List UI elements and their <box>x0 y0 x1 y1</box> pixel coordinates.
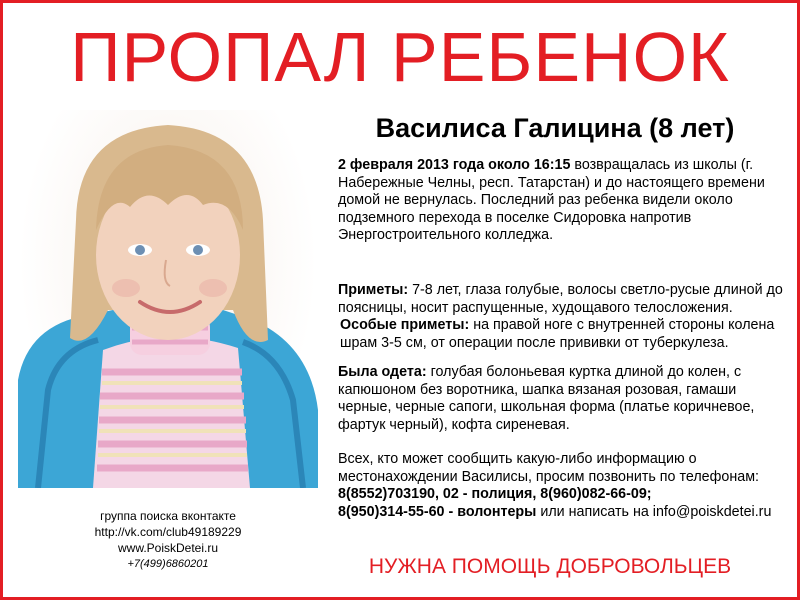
contact-paragraph <box>338 451 788 521</box>
volunteer-phone: 8(950)314-55-60 - волонтеры <box>338 503 537 520</box>
headline: ПРОПАЛ РЕБЕНОК <box>70 18 730 96</box>
signs-text: 7-8 лет, глаза голубые, волосы светло-русые длиной до поясницы, носит распущенные, худощавого телосложения. <box>338 282 783 316</box>
clothing-paragraph <box>338 364 788 434</box>
clothing-text: голубая болоньевая куртка длиной до колен, с капюшоном без воротника, шапка вязаная розовая, гамаши черные, черные сапоги, школьная форма (платье коричневое, фартук черный), кофта сиреневая. <box>338 364 755 433</box>
vk-link[interactable]: http://vk.com/club49189229 <box>94 525 242 539</box>
signs-paragraph <box>338 282 788 352</box>
contact-phones-1: 8(8552)703190, 02 - полиция, 8(960)082-66-09; <box>338 486 652 502</box>
special-signs-text: на правой ноге с внутренней стороны колена шрам 3-5 см, от операции после прививки от туберкулеза. <box>340 317 775 351</box>
signs-label: Приметы: <box>338 282 409 298</box>
search-group-contacts <box>18 508 318 572</box>
special-signs-label: Особые приметы: <box>340 317 470 333</box>
group-phone: +7(499)6860201 <box>127 558 209 570</box>
site-link[interactable]: www.PoiskDetei.ru <box>117 541 219 555</box>
group-label: группа поиска вконтакте <box>100 509 236 523</box>
child-name: Василиса Галицина (8 лет) <box>375 113 735 143</box>
clothing-label: Была одета: <box>338 364 427 380</box>
child-photo <box>18 110 318 488</box>
disappearance-text: возвращалась из школы (г. Набережные Челны, респ. Татарстан) и до настоящего времени домой не вернулась. Последний раз ребенка видели около подземного перехода в поселке Сидоровка напротив Энергостроительного колледжа. <box>338 157 765 243</box>
contact-intro: Всех, кто может сообщить какую-либо информацию о местонахождении Василисы, просим позвонить по телефонам: <box>338 451 759 485</box>
volunteers-call: НУЖНА ПОМОЩЬ ДОБРОВОЛЬЦЕВ <box>368 555 732 578</box>
contact-email-text: или написать на info@poiskdetei.ru <box>536 503 772 520</box>
disappearance-paragraph <box>338 157 788 245</box>
disappearance-date: 2 февраля 2013 года около 16:15 <box>338 157 571 173</box>
